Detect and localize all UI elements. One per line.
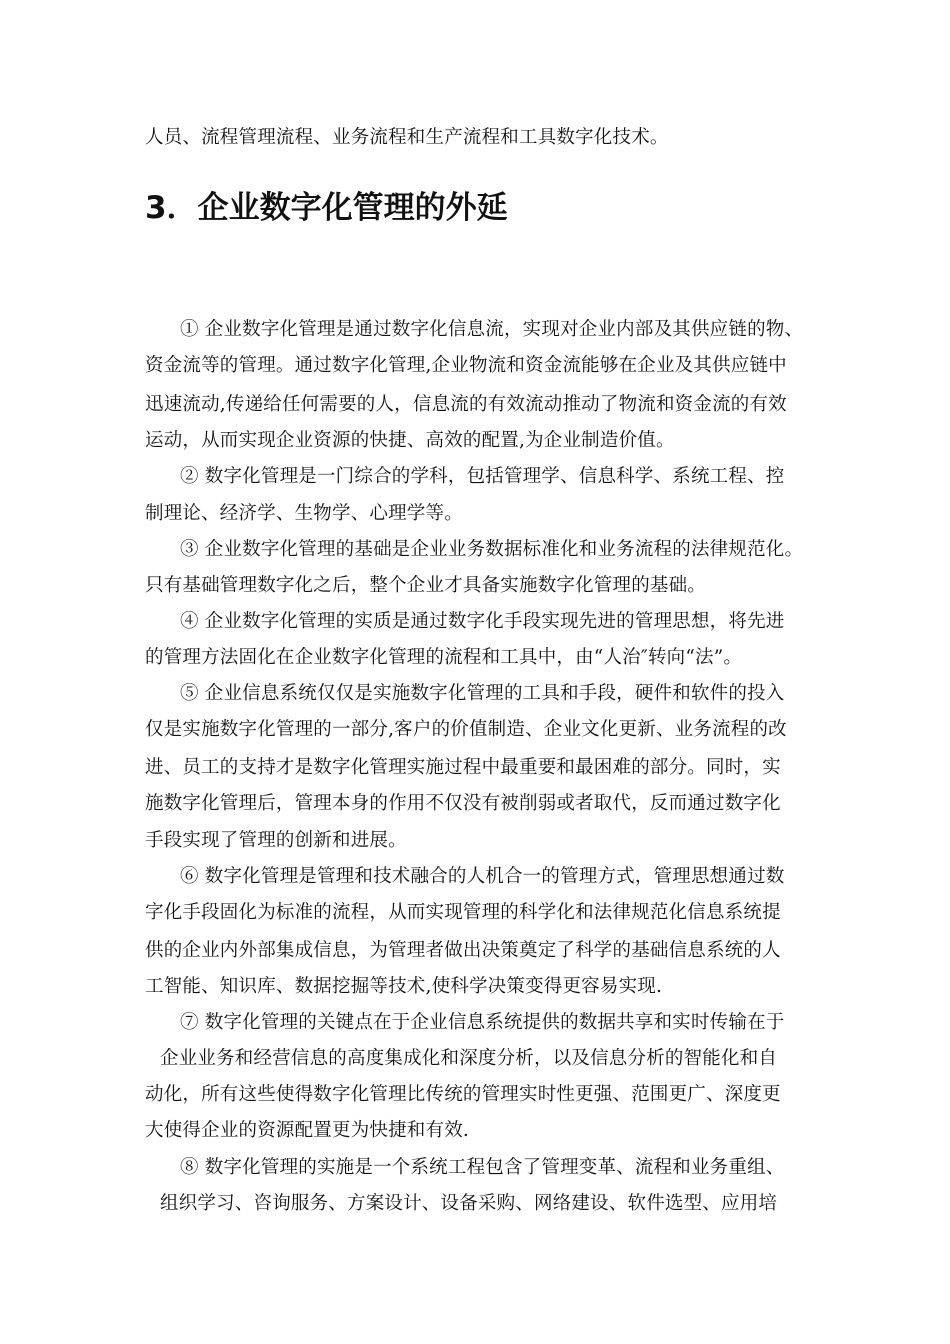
paragraph-6-line: ⑥ 数字化管理是管理和技术融合的人机合一的管理方式，管理思想通过数 (180, 866, 785, 887)
paragraph-7-line: ⑦ 数字化管理的关键点在于企业信息系统提供的数据共享和实时传输在于 (180, 1012, 785, 1033)
text-line: 人员、流程管理流程、业务流程和生产流程和工具数字化技术。 (145, 127, 669, 148)
paragraph-6-line: 字化手段固化为标准的流程，从而实现管理的科学化和法律规范化信息系统提 (145, 902, 781, 923)
paragraph-7-line: 大使得企业的资源配置更为快捷和有效. (145, 1120, 469, 1141)
paragraph-5-line: 仅是实施数字化管理的一部分,客户的价值制造、企业文化更新、业务流程的改 (145, 719, 787, 740)
paragraph-1-line: 资金流等的管理。通过数字化管理,企业物流和资金流能够在企业及其供应链中 (145, 355, 787, 376)
paragraph-5-line: 施数字化管理后，管理本身的作用不仅没有被削弱或者取代，反而通过数字化 (145, 793, 781, 814)
paragraph-1-line: 迅速流动,传递给任何需要的人，信息流的有效流动推动了物流和资金流的有效 (145, 394, 787, 415)
paragraph-6-line: 供的企业内外部集成信息，为管理者做出决策奠定了科学的基础信息系统的人 (145, 940, 781, 961)
paragraph-3-line: ③ 企业数字化管理的基础是企业业务数据标准化和业务流程的法律规范化。 (180, 539, 804, 560)
paragraph-1-line: 运动，从而实现企业资源的快捷、高效的配置,为企业制造价值。 (145, 430, 675, 451)
paragraph-5-line: 进、员工的支持才是数字化管理实施过程中最重要和最困难的部分。同时，实 (145, 757, 781, 778)
paragraph-4-line: 的管理方法固化在企业数字化管理的流程和工具中，由“人治″转向“法”。 (145, 647, 743, 668)
paragraph-5-line: ⑤ 企业信息系统仅仅是实施数字化管理的工具和手段，硬件和软件的投入 (180, 683, 785, 704)
paragraph-5-line: 手段实现了管理的创新和进展。 (145, 830, 407, 851)
paragraph-3-line: 只有基础管理数字化之后，整个企业才具备实施数字化管理的基础。 (145, 575, 707, 596)
paragraph-7-line: 动化，所有这些使得数字化管理比传统的管理实时性更强、范围更广、深度更 (145, 1084, 781, 1105)
paragraph-1-line: ① 企业数字化管理是通过数字化信息流，实现对企业内部及其供应链的物、 (180, 319, 804, 340)
paragraph-7-line: 企业业务和经营信息的高度集成化和深度分析，以及信息分析的智能化和自 (160, 1048, 778, 1069)
paragraph-2-line: ② 数字化管理是一门综合的学科，包括管理学、信息科学、系统工程、控 (180, 466, 785, 487)
paragraph-2-line: 制理论、经济学、生物学、心理学等。 (145, 503, 463, 524)
paragraph-4-line: ④ 企业数字化管理的实质是通过数字化手段实现先进的管理思想，将先进 (180, 611, 785, 632)
paragraph-8-line: 组织学习、咨询服务、方案设计、设备采购、网络建设、软件选型、应用培 (160, 1193, 778, 1214)
section-heading: 3．企业数字化管理的外延 (145, 190, 508, 226)
paragraph-6-line: 工智能、知识库、数据挖掘等技术,使科学决策变得更容易实现. (145, 976, 663, 997)
paragraph-8-line: ⑧ 数字化管理的实施是一个系统工程包含了管理变革、流程和业务重组、 (180, 1157, 785, 1178)
